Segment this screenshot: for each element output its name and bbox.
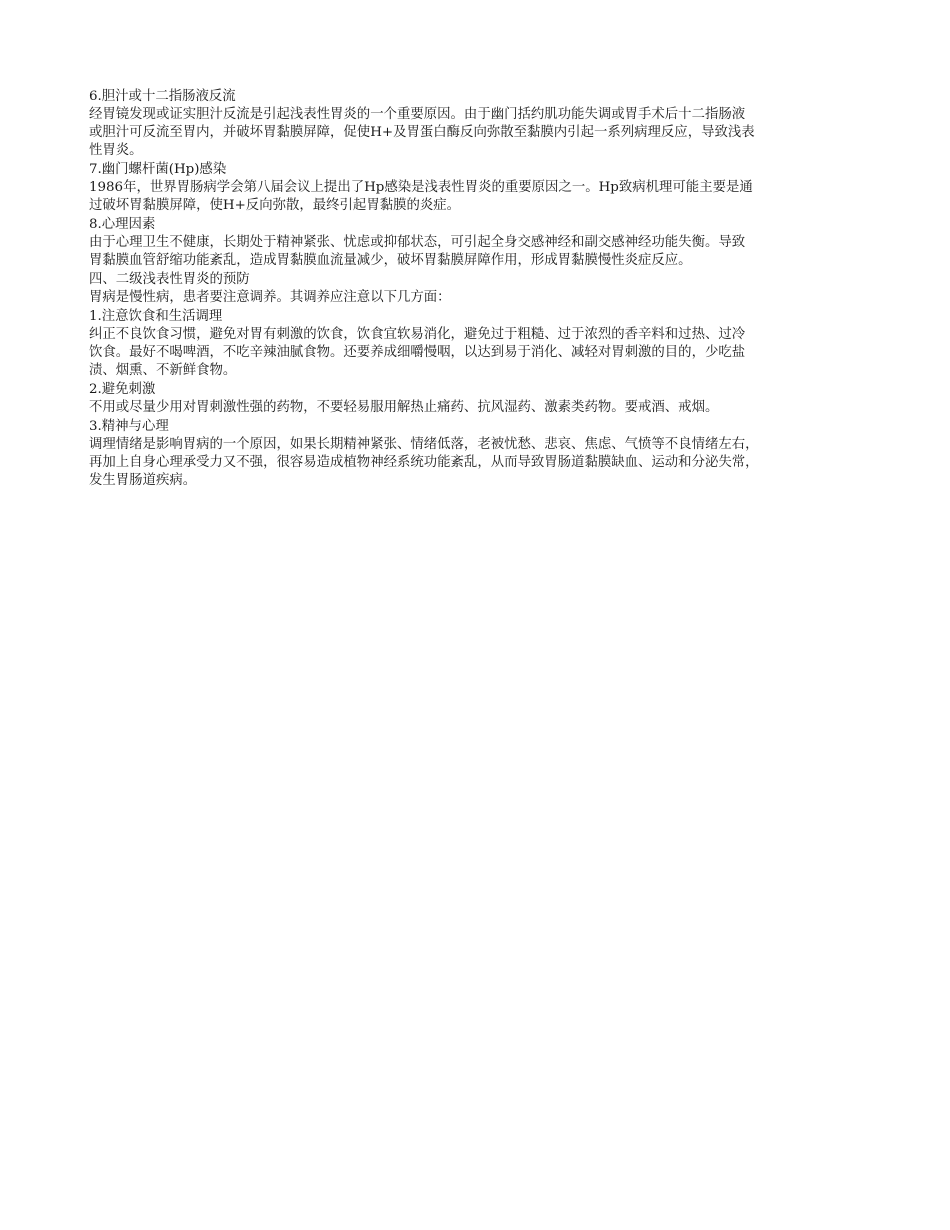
paragraph-bile-reflux [89, 106, 861, 160]
paragraph-line: 饮食。最好不喝啤酒，不吃辛辣油腻食物。还要养成细嚼慢咽，以达到易于消化、减轻对胃刺激的目的，少吃盐 [89, 345, 746, 360]
paragraph-line: 1986年，世界胃肠病学会第八届会议上提出了Hp感染是浅表性胃炎的重要原因之一。Hp致病机理可能主要是通 [89, 180, 753, 195]
paragraph-line: 经胃镜发现或证实胆汁反流是引起浅表性胃炎的一个重要原因。由于幽门括约肌功能失调或胃手术后十二指肠液 [89, 107, 746, 122]
paragraph-line: 发生胃肠道疾病。 [89, 473, 197, 488]
section-heading-diet: 1.注意饮食和生活调理 [89, 309, 223, 324]
paragraph-line: 纠正不良饮食习惯，避免对胃有刺激的饮食，饮食宜软易消化，避免过于粗糙、过于浓烈的香辛料和过热、过冷 [89, 327, 746, 342]
paragraph-line: 由于心理卫生不健康，长期处于精神紧张、忧虑或抑郁状态，可引起全身交感神经和副交感神经功能失衡。导致 [89, 235, 746, 250]
section-heading-bile-reflux: 6.胆汁或十二指肠液反流 [89, 89, 236, 104]
paragraph-avoid-stimulation [89, 399, 861, 417]
section-heading-psychological: 8.心理因素 [89, 217, 156, 232]
paragraph-line: 胃黏膜血管舒缩功能紊乱，造成胃黏膜血流量减少，破坏胃黏膜屏障作用，形成胃黏膜慢性炎症反应。 [89, 253, 692, 268]
section-heading-hp-infection: 7.幽门螺杆菌(Hp)感染 [89, 162, 227, 177]
paragraph-psychological [89, 234, 861, 270]
paragraph-line: 再加上自身心理承受力又不强，很容易造成植物神经系统功能紊乱，从而导致胃肠道黏膜缺血、运动和分泌失常， [89, 455, 759, 470]
section-heading-prevention: 四、二级浅表性胃炎的预防 [89, 272, 250, 287]
paragraph-line: 渍、烟熏、不新鲜食物。 [89, 363, 237, 378]
paragraph-diet [89, 326, 861, 380]
paragraph-mental [89, 436, 861, 490]
paragraph-line: 不用或尽量少用对胃刺激性强的药物，不要轻易服用解热止痛药、抗风湿药、激素类药物。要戒酒、戒烟。 [89, 400, 719, 415]
paragraph-line: 或胆汁可反流至胃内，并破坏胃黏膜屏障，促使H+及胃蛋白酶反向弥散至黏膜内引起一系列病理反应，导致浅表 [89, 125, 755, 140]
paragraph-line: 调理情绪是影响胃病的一个原因，如果长期精神紧张、情绪低落，老被忧愁、悲哀、焦虑、气愤等不良情绪左右， [89, 437, 759, 452]
paragraph-line: 过破坏胃黏膜屏障，使H+反向弥散，最终引起胃黏膜的炎症。 [89, 198, 461, 213]
paragraph-hp-infection [89, 179, 861, 215]
document-page [89, 88, 861, 491]
section-heading-avoid-stimulation: 2.避免刺激 [89, 382, 156, 397]
paragraph-prevention-intro [89, 289, 861, 307]
paragraph-line: 性胃炎。 [89, 143, 143, 158]
section-heading-mental: 3.精神与心理 [89, 419, 169, 434]
paragraph-line: 胃病是慢性病，患者要注意调养。其调养应注意以下几方面： [89, 290, 451, 305]
